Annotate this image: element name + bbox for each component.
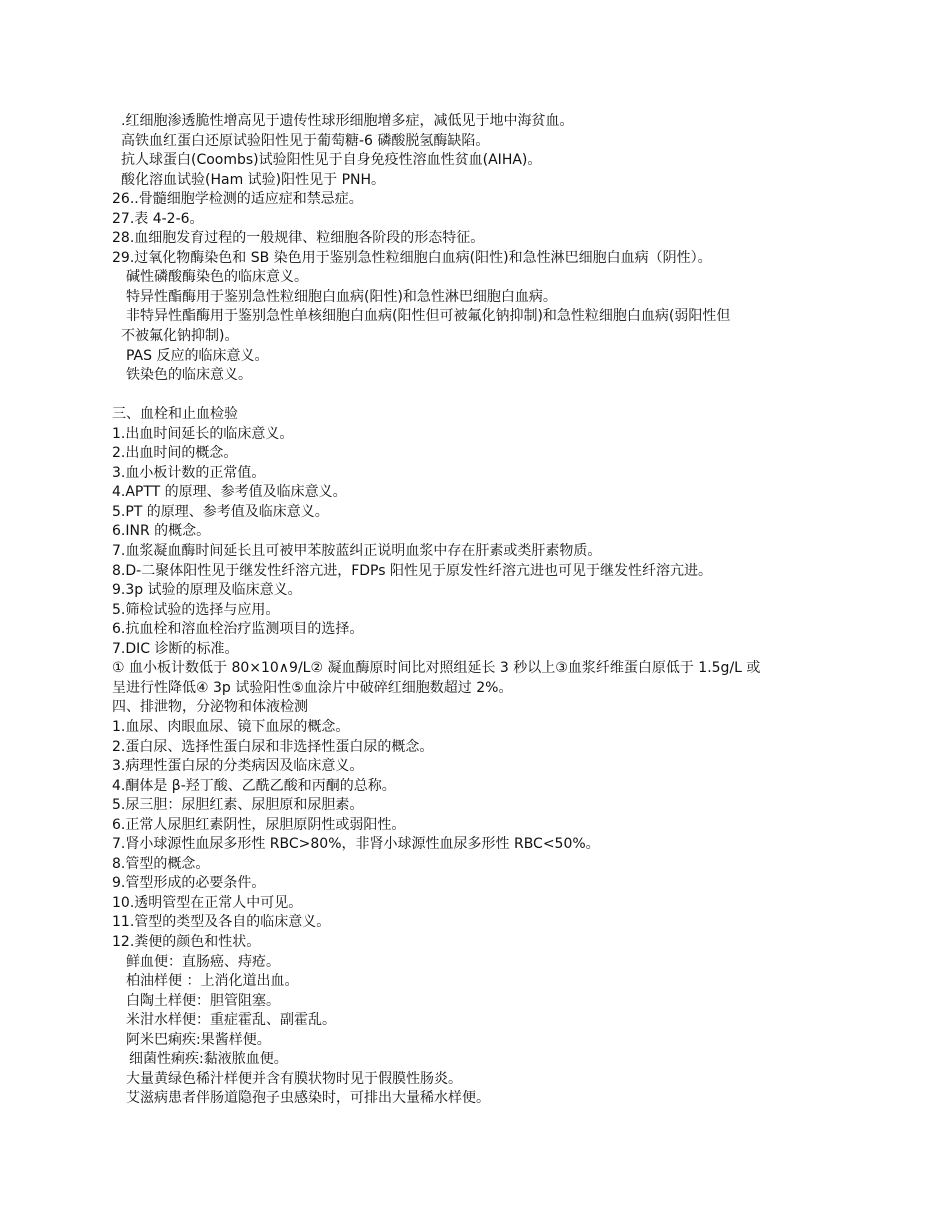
text-line: 1.出血时间延长的临床意义。 <box>112 425 294 442</box>
text-line: 8.管型的概念。 <box>112 855 210 872</box>
text-line: 细菌性痢疾:黏液脓血便。 <box>129 1051 288 1068</box>
text-line: 鲜血便：直肠癌、痔疮。 <box>126 953 280 970</box>
text-line: 27.表 4-2-6。 <box>112 210 204 227</box>
text-line: 三、血栓和止血检验 <box>112 406 238 423</box>
text-line: PAS 反应的临床意义。 <box>126 347 269 364</box>
text-line: 碱性磷酸酶染色的临床意义。 <box>126 269 308 286</box>
text-line: 29.过氧化物酶染色和 SB 染色用于鉴别急性粒细胞白血病(阳性)和急性淋巴细胞白血病（阴性）。 <box>112 249 712 266</box>
text-line: 26..骨髓细胞学检测的适应症和禁忌症。 <box>112 191 363 208</box>
text-line: .红细胞渗透脆性增高见于遗传性球形细胞增多症，减低见于地中海贫血。 <box>121 113 574 129</box>
text-line: 大量黄绿色稀汁样便并含有膜状物时见于假膜性肠炎。 <box>126 1070 462 1087</box>
text-line: 6.抗血栓和溶血栓治疗监测项目的选择。 <box>112 621 364 638</box>
text-line: 不被氟化钠抑制)。 <box>121 328 239 345</box>
document-page <box>0 112 950 1109</box>
text-line: 1.血尿、肉眼血尿、镜下血尿的概念。 <box>112 718 350 735</box>
text-line: 4.APTT 的原理、参考值及临床意义。 <box>112 484 347 501</box>
text-line: 白陶土样便：胆管阻塞。 <box>126 992 280 1009</box>
text-line: 7.肾小球源性血尿多形性 RBC>80%，非肾小球源性血尿多形性 RBC<50%。 <box>112 836 600 853</box>
text-line: 抗人球蛋白(Coombs)试验阳性见于自身免疫性溶血性贫血(AIHA)。 <box>121 152 542 169</box>
text-line: 米泔水样便：重症霍乱、副霍乱。 <box>126 1012 336 1029</box>
text-line: 3.病理性蛋白尿的分类病因及临床意义。 <box>112 758 364 775</box>
text-line: 8.D-二聚体阳性见于继发性纤溶亢进，FDPs 阳性见于原发性纤溶亢进也可见于继发性纤溶亢进。 <box>112 562 712 579</box>
text-line: 酸化溶血试验(Ham 试验)阳性见于 PNH。 <box>121 171 386 188</box>
text-line: 高铁血红蛋白还原试验阳性见于葡萄糖-6 磷酸脱氢酶缺陷。 <box>121 132 490 149</box>
blank-line <box>0 386 950 406</box>
text-line: 非特异性酯酶用于鉴别急性单核细胞白血病(阳性但可被氟化钠抑制)和急性粒细胞白血病(弱阳性但 <box>126 308 731 325</box>
text-line: 四、排泄物，分泌物和体液检测 <box>112 699 308 716</box>
text-line: 柏油样便 ：上消化道出血。 <box>126 973 299 990</box>
text-line: 呈进行性降低④ 3p 试验阳性⑤血涂片中破碎红细胞数超过 2%。 <box>112 679 513 696</box>
text-line: 9.管型形成的必要条件。 <box>112 875 266 892</box>
text-line: 3.血小板计数的正常值。 <box>112 464 266 481</box>
text-line: 5.筛检试验的选择与应用。 <box>112 601 280 618</box>
text-line: 阿米巴痢疾:果酱样便。 <box>126 1031 271 1048</box>
text-line: 2.出血时间的概念。 <box>112 445 238 462</box>
text-line: 10.透明管型在正常人中可见。 <box>112 894 303 911</box>
text-line: 5.PT 的原理、参考值及临床意义。 <box>112 503 329 520</box>
text-line: 12.粪便的颜色和性状。 <box>112 933 261 950</box>
text-line: 7.DIC 诊断的标准。 <box>112 640 239 657</box>
text-line: 28.血细胞发育过程的一般规律、粒细胞各阶段的形态特征。 <box>112 230 485 247</box>
text-line: 6.正常人尿胆红素阴性，尿胆原阴性或弱阳性。 <box>112 816 406 833</box>
text-line: 9.3p 试验的原理及临床意义。 <box>112 582 302 599</box>
text-line: 7.血浆凝血酶时间延长且可被甲苯胺蓝纠正说明血浆中存在肝素或类肝素物质。 <box>112 543 602 560</box>
text-line: 5.尿三胆：尿胆红素、尿胆原和尿胆素。 <box>112 797 364 814</box>
text-line: 11.管型的类型及各自的临床意义。 <box>112 914 331 931</box>
text-line: 艾滋病患者伴肠道隐孢子虫感染时，可排出大量稀水样便。 <box>126 1090 490 1107</box>
text-line: 铁染色的临床意义。 <box>126 367 252 384</box>
text-line: 4.酮体是 β-羟丁酸、乙酰乙酸和丙酮的总称。 <box>112 777 396 794</box>
text-line: 6.INR 的概念。 <box>112 523 211 540</box>
text-line: 特异性酯酶用于鉴别急性粒细胞白血病(阳性)和急性淋巴细胞白血病。 <box>126 288 557 305</box>
text-line: 2.蛋白尿、选择性蛋白尿和非选择性蛋白尿的概念。 <box>112 738 434 755</box>
text-line: ① 血小板计数低于 80×10∧9/L② 凝血酶原时间比对照组延长 3 秒以上③血浆纤维蛋白原低于 1.5g/L 或 <box>112 660 761 677</box>
